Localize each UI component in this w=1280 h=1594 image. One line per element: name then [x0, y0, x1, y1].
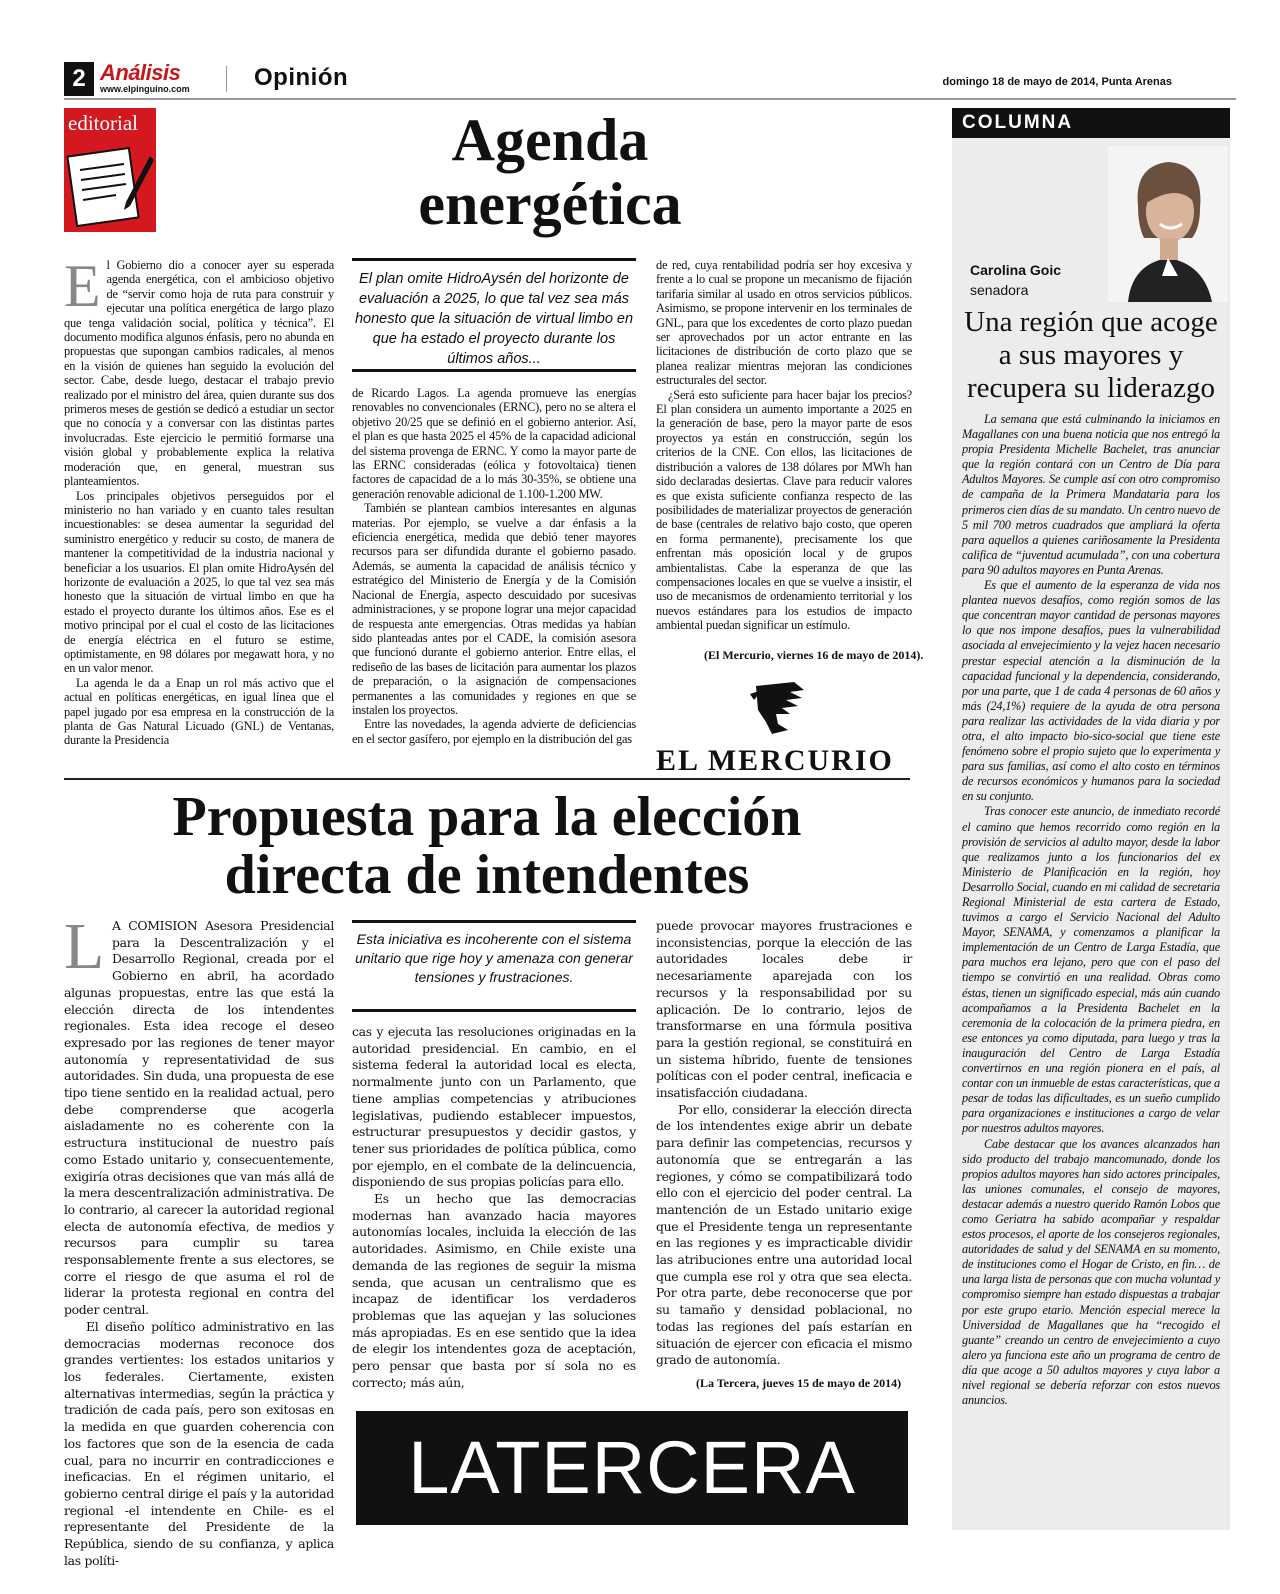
editorial-source: (El Mercurio, viernes 16 de mayo de 2014). [704, 648, 924, 662]
editorial-headline: Agenda energética [418, 107, 682, 237]
article-column-1: L A COMISION Asesora Presidencial para la Descentralización y el Desarrollo Regional, creada por el Gobierno en abril, ha acordado algunas propuestas, entre las que está la elección directa de los intendentes regionales. Esta idea recoge el deseo expresado por las regiones de tener mayor autonomía y representatividad de sus autoridades. Sin duda, una propuesta de ese tipo tiene sentido en la realidad actual, pero debe comprenderse que acogerla aisladamente no es coherente con la estructura institucional de nuestro país como Estado unitario y, consecuentemente, exigiría otras decisiones que van más allá de la mera descentralización administrativa. De lo contrario, al carecer la autoridad regional electa de autonomía efectiva, de medios y recursos para cumplir su tarea responsablemente frente a sus electores, se corre el riesgo de que asuma el rol de liderar la protesta regional en contra del poder central. El diseño político administrativo en las democracias modernas reconoce dos grandes vertientes: los estados unitarios y los federales. Ciertamente, existen alternativas intermedias, según la práctica y tradición de cada país, pero son exitosas en la medida en que guarden coherencia con los factores que son de la esencia de cada cual, para no incurrir en contradicciones e ineficacias. En el régimen unitario, el gobierno central dirige el país y la autoridad regional -el intendente en Chile- es el representante del Presidente de la República, siendo de su confianza, y aplica las políti- [64, 910, 334, 1568]
article-column-3: puede provocar mayores frustraciones e inconsistencias, porque la elección de las autoridades locales debe ir necesariamente aparejada con los recursos y la responsabilidad por su aplicación. De lo contrario, lejos de transformarse en una fórmula positiva para la gestión regional, se constituirá en un sistema híbrido, fuente de tensiones políticas con el poder central, ineficacia e insatisfacción ciudadana. Por ello, considerar la elección directa de los intendentes exige abrir un debate para definir las competencias, recursos y autonomía que se entregarán a las regiones, y cómo se compatibilizará todo ello con el ejercicio del poder central. La mantención de un Estado unitario exige que el Presidente tenga un representante en las regiones y es impracticable dividir las atribuciones entre una autoridad local que cumpla ese rol y otra que sea electa. Por otra parte, debe reconocerse que por su tamaño y densidad poblacional, no todas las regiones del país estarían en situación de ejercer con eficacia el mismo grado de autonomía. [656, 918, 912, 1368]
section-title: Opinión [254, 64, 349, 91]
editorial-column-1: El Gobierno dio a conocer ayer su esperada agenda energética, con el ambicioso objetivo de “servir como hoja de ruta para construir y ejecutar una política energética de largo plazo que tenga validación social, política y técnica”. El documento modifica algunos énfasis, pero no abunda en propuestas que supongan cambios radicales, al menos en la visión de quienes han seguido la evolución del sector. Cabe, desde luego, destacar el trabajo previo realizado por el ministro del área, quien durante sus dos primeros meses de gestión se dedicó a estudiar un sector que no conocía y a conversar con las distintas partes involucradas. Este ejercicio le permitió formarse una visión global y probablemente explica la relativa moderación que, en general, muestran sus planteamientos. Los principales objetivos perseguidos por el ministerio no han variado y en cuanto tales resultan incuestionables: se desea aumentar la seguridad del suministro energético y reducir su costo, de manera de mantener la competitividad de la industria nacional y beneficiar a los usuarios. El plan omite HidroAysén del horizonte de evaluación a 2025, lo que tal vez sea más honesto que la situación de virtual limbo en que ha estado el proyecto durante los últimos años. Ese es el motivo principal por el cual el costo de las licitaciones de energía eléctrica en el futuro se estime, optimistamente, en 98 dólares por megawatt hora, y no en un valor menor. La agenda le da a Enap un rol más activo que el actual en políticas energéticas, en igual línea que el papel jugado por esa empresa en la construcción de la planta de Gas Natural Licuado (GNL) de Ventanas, durante la Presidencia [64, 253, 334, 748]
columna-body: La semana que está culminando la iniciamos en Magallanes con una buena noticia que nos entregó la propia Presidenta Michelle Bachelet, tras anunciar que la región contará con un Centro de Día para Adultos Mayores. Se cumple así con otro compromiso de campaña de la Primera Mandataria para los primeros cien días de su mandato. Un centro nuevo de 5 mil 700 metros cuadrados que ampliará la oferta para aquellos a quienes cariñosamente la Presidenta califica de “juventud acumulada”, con una cobertura para 90 adultos mayores en Punta Arenas. Es que el aumento de la esperanza de vida nos plantea nuevos desafíos, como región somos de las que concentran mayor cantidad de personas mayores lo que nos impone desafíos, pues la vulnerabilidad asociada al envejecimiento y la vejez hacen necesario prestar especial atención a la disminución de la capacidad funcional y la dependencia, considerando, por una parte, que 1 de cada 4 personas de 60 años y más (24,1%) requiere de la ayuda de otra persona para realizar las actividades de la vida diaria y por otra, el alto impacto bio-sico-social que tiene este fenómeno sobre el propio sujeto que lo experimenta y para sus familias, así como el alto costo en términos de recursos económicos y humanos para la sociedad en su conjunto. Tras conocer este anuncio, de inmediato recordé el camino que hemos recorrido como región en la provisión de servicios al adulto mayor, desde la labor que realizamos junto a los funcionarios del ex Ministerio de Planificación en la región, hoy Desarrollo Social, cuando en mi calidad de secretaria Regional Ministerial de esta cartera de Estado, tuvimos a cargo el Servicio Nacional del Adulto Mayor, SENAMA, y comenzamos a planificar la implementación de un Centro de Larga Estadía, que para muchos era lejano, pero que con el paso del tiempo se convirtió en una realidad. Obras como éstas, tienen un significado especial, más aún cuando acompañamos a la Presidenta Bachelet en la ceremonia de la colocación de la primera piedra, en ese entonces ya como diputada, para luego y tras la inauguración del Centro de Larga Estadía convertirnos en una región pionera en el país, al contar con un inmueble de estas características, que a pesar de todas las dificultades, es un sueño cumplido para organizaciones e instituciones a cargo de velar por nuestros adultos mayores. Cabe destacar que los avances alcanzados han sido producto del trabajo mancomunado, donde los propios adultos mayores han sido actores principales, las uniones comunales, el consejo de mayores, destacar además a nuestro querido Ramón Lobos que como Geriatra ha sabido acompañar y respaldar estos procesos, el aporte de los consejeros regionales, autoridades de salud y del SENAMA en su momento, de instituciones como el Hogar de Cristo, en fin… de una larga lista de personas que con mucha voluntad y compromiso siempre han estado dispuestas a trabajar por este grupo etario. Mención especial merece la Universidad de Magallanes que ha “recogido el guante” creando un centro de envejecimiento a cuyo alero ya funciona este año un programa de centro de día que acoge a 50 adultos mayores y cuya labor a nivel regional se debería reforzar con estos nuevos anuncios. [962, 412, 1220, 1408]
article-pull-quote: Esta iniciativa es incoherente con el sistema unitario que rige hoy y amenaza con generar tensiones y frustraciones. [352, 920, 636, 1012]
editorial-badge [64, 108, 156, 232]
article-source: (La Tercera, jueves 15 de mayo de 2014) [696, 1376, 902, 1390]
mercury-head-icon [746, 680, 810, 738]
drop-cap: L [64, 910, 105, 983]
header-rule [64, 98, 1236, 100]
page-number: 2 [64, 62, 94, 96]
el-mercurio-logo: EL MERCURIO [656, 744, 894, 777]
la-tercera-logo: LATERCERA [356, 1411, 908, 1525]
columna-label: COLUMNA [952, 108, 1230, 138]
author-portrait-icon [1108, 146, 1228, 302]
dateline: domingo 18 de mayo de 2014, Punta Arenas [942, 76, 1172, 88]
author-photo [1108, 146, 1228, 302]
editorial-badge-label: editorial [68, 111, 138, 135]
editorial-column-3: de red, cuya rentabilidad podría ser hoy excesiva y frente a lo cual se propone un mecanismo de fijación tarifaria similar al usado en otros servicios públicos. Asimismo, se propone intervenir en los terminales de GNL, para que los excedentes de corto plazo puedan ser aprovechados por un actor entrante en las licitaciones de distribución de corto plazo que se planea realizar mientras mejoran las condiciones estructurales del sector. ¿Será esto suficiente para hacer bajar los precios? El plan considera un aumento importante a 2025 en la generación de base, pero la mayor parte de esos proyectos ya están en construcción, según los criterios de la CNE. Con ellos, las licitaciones de distribución a valores de 138 dólares por MWh han sido declaradas desiertas. Clave para reducir valores es que exista suficiente confianza respecto de las posibilidades de materializar proyectos de generación de base (centrales de relativo bajo costo, que operen en forma permanente), precisamente los que enfrentan más oposición local y de grupos ambientalistas. Cabe la esperanza de que las compensaciones locales en que se vuelve a insistir, el uso de mecanismos de ordenamiento territorial y los nuevos estándares para los estudios de impacto ambiental puedan significar un estímulo. [656, 258, 912, 633]
brand-logo: Análisis [100, 60, 181, 85]
columna-headline: Una región que acoge a sus mayores y recupera su liderazgo [964, 306, 1218, 404]
section-divider [64, 778, 910, 780]
article-column-2: cas y ejecuta las resoluciones originadas en la autoridad presidencial. En cambio, en el sistema federal la autoridad local es electa, normalmente junto con un Parlamento, que tiene amplias competencias y atribuciones legislativas, pudiendo establecer impuestos, estructurar presupuestos y decidir gastos, y tener sus prioridades de política pública, como por ejemplo, en el combate de la delincuencia, disponiendo de sus propias policías para ello. Es un hecho que las democracias modernas han avanzado hacia mayores autonomías locales, incluida la elección de las autoridades. Asimismo, en Chile existe una demanda de las regiones de seguir la misma senda, que acusan un centralismo que es incapaz de identificar los verdaderos problemas que las aquejan y las soluciones más apropiadas. Es en ese sentido que la idea de elegir los intendentes goza de aceptación, pero pensar que basta por sí sola no es correcto; más aún, [352, 1024, 636, 1390]
drop-cap: E [64, 253, 101, 319]
pen-paper-icon [66, 142, 154, 230]
editorial-column-2: de Ricardo Lagos. La agenda promueve las energías renovables no convencionales (ERNC), pero no se altera el objetivo 20/25 que se definió en el gobierno anterior. Así, el plan es que hasta 2025 el 45% de la capacidad adicional del sistema provenga de ERNC. Y como la mayor parte de las ERNC consideradas (eólica y fotovoltaica) tienen factores de capacidad de a lo más 30-35%, se obtiene una generación renovable adicional de 1.100-1.200 MW. También se plantean cambios interesantes en algunas materias. Por ejemplo, se vuelve a dar énfasis a la eficiencia energética, medida que debió tener mayores recursos para ser difundida durante el gobierno pasado. Además, se aumenta la capacidad de análisis técnico y estratégico del Ministerio de Energía y de la Comisión Nacional de Energía, aspecto descuidado por sucesivas administraciones, y se propone lograr una mejor capacidad de respuesta ante emergencias. Otras medidas ya habían sido planteadas antes por el CADE, la comisión asesora que funcionó durante el gobierno anterior. Entre ellas, el rediseño de las bases de licitación para aumentar los plazos de preparación, o la asignación de compensaciones permanentes a las comunidades y regiones en que se instalen los proyectos. Entre las novedades, la agenda advierte de deficiencias en el sector gasífero, por ejemplo en la distribución del gas [352, 386, 636, 746]
page-header [64, 62, 1232, 96]
header-separator [226, 66, 227, 92]
article-headline: Propuesta para la elección directa de intendentes [172, 786, 802, 906]
brand-url: www.elpinguino.com [100, 84, 190, 94]
author-role: senadora [970, 282, 1029, 298]
author-name: Carolina Goic [970, 262, 1062, 278]
editorial-pull-quote: El plan omite HidroAysén del horizonte de evaluación a 2025, lo que tal vez sea más honesto que la situación de virtual limbo en que ha estado el proyecto durante los últimos años... [352, 258, 636, 372]
